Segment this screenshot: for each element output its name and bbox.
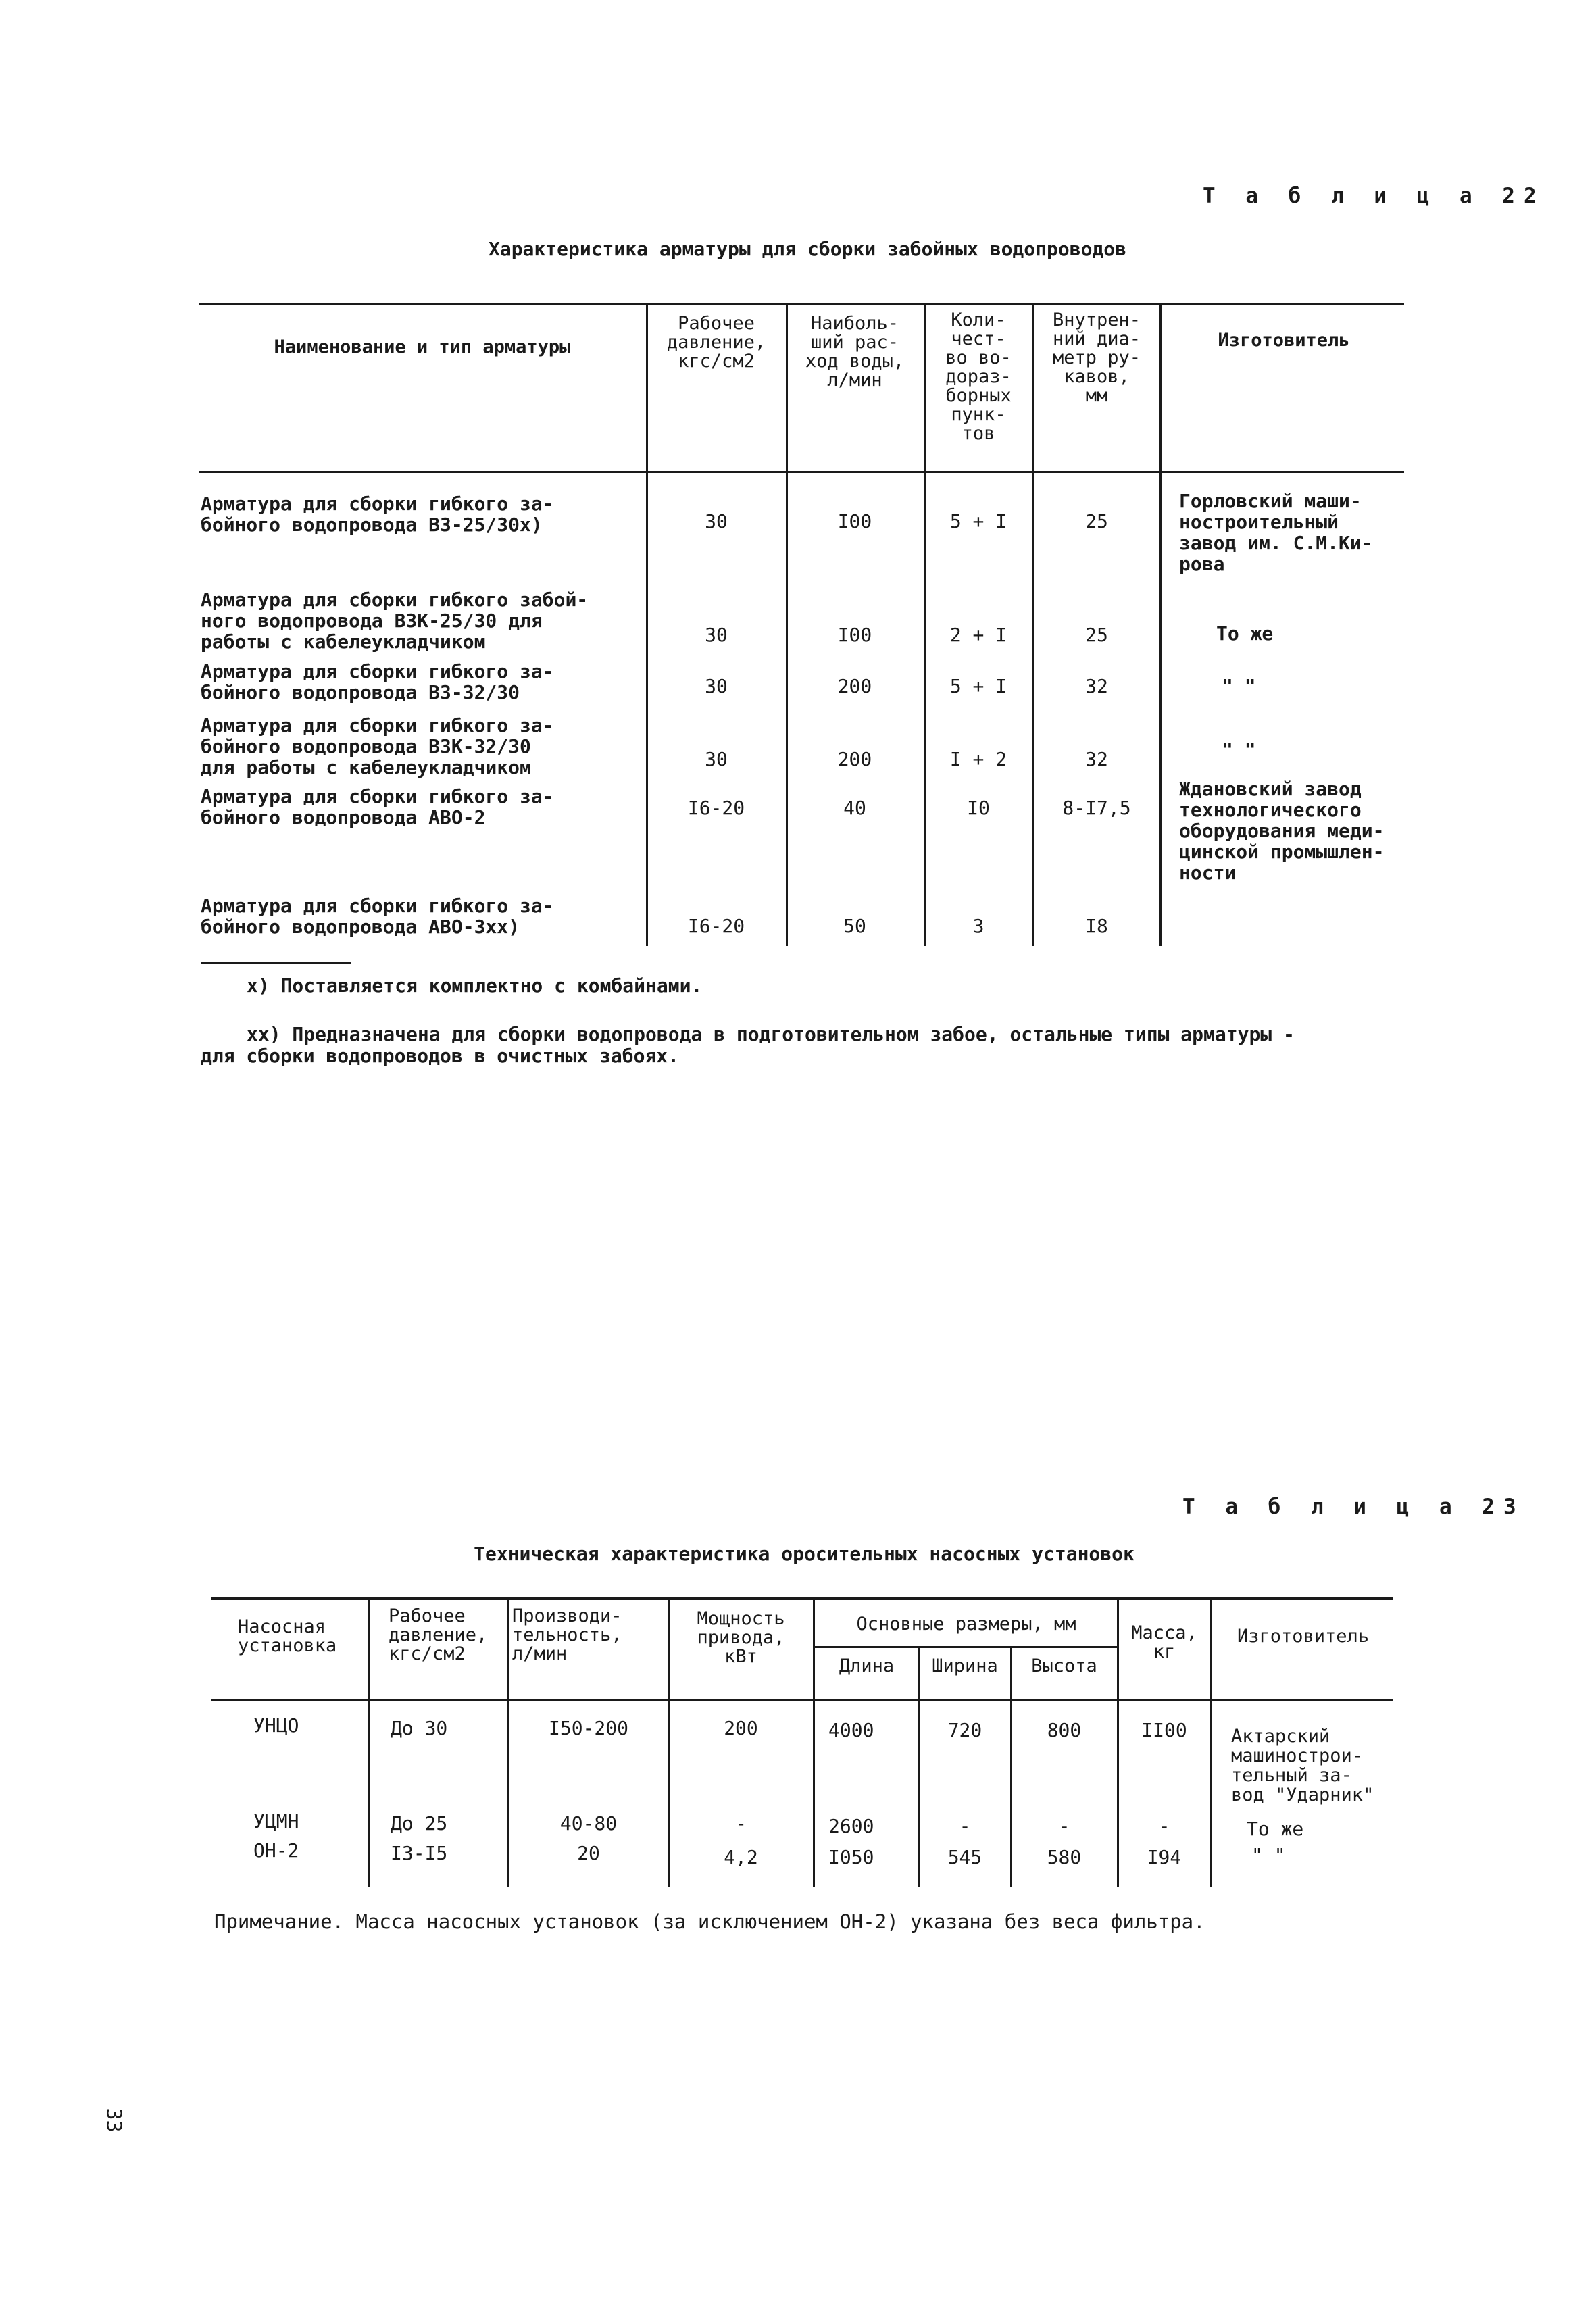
table-22-cell-name: Арматура для сборки гибкого за- бойного водопровода ВЗ-25/30х)	[201, 493, 554, 536]
table-22-cell-flow: I00	[837, 624, 872, 646]
table-22-footnote: хх) Предназначена для сборки водопровода в подготовительном забое, остальные типы арматуры - для сборки водопроводов в очистных забоях.	[201, 1023, 1295, 1067]
table-23-header-dims: Основные размеры, мм	[856, 1614, 1076, 1635]
table-22-cell-points: 5 + I	[949, 675, 1007, 697]
table-23-cell-length: 2600	[828, 1815, 874, 1837]
table-22-header-points: Коли- чест- во во- дораз- борных пунк- тов	[945, 309, 1012, 444]
table-23-header-length: Длина	[839, 1656, 895, 1676]
table-23-cell-unit: УЦМН	[253, 1810, 299, 1833]
table-22-cell-maker: Горловский маши- ностроительный завод им. С.М.Ки- рова	[1179, 490, 1373, 575]
table-22-cell-flow: 200	[837, 748, 872, 770]
table-22-cell-pressure: I6-20	[687, 797, 745, 819]
table-22-cell-points: I0	[967, 797, 990, 819]
table-23-header-height: Высота	[1031, 1656, 1097, 1676]
table-23-cell-length: I050	[828, 1846, 874, 1868]
table-22-cell-maker: " "	[1222, 739, 1256, 761]
table-22-header-flow: Наиболь- ший рас- ход воды, л/мин	[805, 313, 905, 391]
table-23-cell-power: 4,2	[724, 1846, 758, 1868]
table-22-cell-diameter: 25	[1085, 510, 1108, 532]
table-22-col-divider	[924, 304, 926, 946]
table-23-cell-pressure: До 25	[391, 1812, 448, 1835]
table-22-top-rule	[199, 303, 1404, 305]
footnote-rule	[201, 962, 351, 964]
table-23-cell-pressure: До 30	[391, 1717, 448, 1739]
table-22-header-maker: Изготовитель	[1218, 330, 1350, 351]
table-23-cell-unit: УНЦО	[253, 1714, 299, 1737]
table-22-cell-points: I + 2	[949, 748, 1007, 770]
table-22-cell-name: Арматура для сборки гибкого за- бойного водопровода ВЗК-32/30 для работы с кабелеукладчиком	[201, 714, 554, 778]
table-22-cell-name: Арматура для сборки гибкого за- бойного водопровода АВО-2	[201, 785, 554, 828]
table-22-cell-pressure: I6-20	[687, 915, 745, 937]
page-number: 33	[101, 2108, 126, 2133]
table-23-header-power: Мощность привода, кВт	[697, 1608, 785, 1667]
table-23-col-divider	[918, 1646, 920, 1887]
table-22-cell-pressure: 30	[705, 624, 728, 646]
table-22-title: Характеристика арматуры для сборки забойных водопроводов	[488, 238, 1126, 260]
table-23-cell-capacity: I50-200	[548, 1717, 628, 1739]
table-22-cell-pressure: 30	[705, 675, 728, 697]
table-23-cell-power: -	[735, 1812, 747, 1835]
table-22-number: Т а б л и ц а 22	[1203, 184, 1545, 208]
table-22-cell-maker: " "	[1222, 675, 1256, 697]
table-23-cell-maker: " "	[1251, 1844, 1286, 1866]
table-22-cell-diameter: 32	[1085, 748, 1108, 770]
table-22-col-divider	[786, 304, 788, 946]
table-22-cell-diameter: 32	[1085, 675, 1108, 697]
table-22-cell-flow: I00	[837, 510, 872, 532]
table-23-header-rule	[211, 1699, 1393, 1701]
table-22-cell-diameter: 25	[1085, 624, 1108, 646]
table-23-header-unit: Насосная установка	[238, 1616, 337, 1656]
table-23-col-divider	[1010, 1646, 1012, 1887]
table-23-cell-power: 200	[724, 1717, 758, 1739]
table-23-cell-mass: II00	[1141, 1719, 1187, 1741]
table-23-cell-width: -	[959, 1815, 971, 1837]
table-22-cell-pressure: 30	[705, 510, 728, 532]
table-22-cell-points: 3	[972, 915, 984, 937]
table-23-cell-capacity: 20	[577, 1842, 600, 1864]
table-23-col-divider	[1210, 1599, 1212, 1887]
table-22-cell-points: 5 + I	[949, 510, 1007, 532]
table-23-header-mass: Масса, кг	[1131, 1622, 1197, 1662]
table-23-cell-length: 4000	[828, 1719, 874, 1741]
table-23-note: Примечание. Масса насосных установок (за исключением ОН-2) указана без веса фильтра.	[214, 1910, 1205, 1933]
table-23-number: Т а б л и ц а 23	[1182, 1495, 1525, 1519]
table-22-col-divider	[1159, 304, 1162, 946]
table-22-col-divider	[646, 304, 648, 946]
table-22-cell-maker: Ждановский завод технологического оборудования меди- цинской промышлен- ности	[1179, 778, 1385, 884]
table-23-col-divider	[1117, 1599, 1119, 1887]
table-22-cell-pressure: 30	[705, 748, 728, 770]
table-23-col-divider	[507, 1599, 509, 1887]
table-23-cell-width: 720	[947, 1719, 982, 1741]
table-22-header-diameter: Внутрен- ний диа- метр ру- кавов, мм	[1052, 309, 1141, 406]
table-23-cell-pressure: I3-I5	[391, 1842, 448, 1864]
table-23-subheader-rule	[813, 1646, 1117, 1648]
table-22-cell-diameter: I8	[1085, 915, 1108, 937]
table-22-header-pressure: Рабочее давление, кгс/см2	[666, 313, 766, 372]
table-23-cell-capacity: 40-80	[559, 1812, 618, 1835]
table-23-col-divider	[368, 1599, 370, 1887]
table-22-cell-maker: То же	[1216, 622, 1274, 645]
table-23-header-pressure: Рабочее давление, кгс/см2	[389, 1605, 488, 1664]
table-23-cell-maker: Актарский машинострои- тельный за- вод "Ударник"	[1231, 1726, 1374, 1806]
table-22-cell-name: Арматура для сборки гибкого за- бойного водопровода ВЗ-32/30	[201, 660, 554, 703]
table-23-header-capacity: Производи- тельность, л/мин	[512, 1605, 622, 1664]
table-23-cell-width: 545	[947, 1846, 982, 1868]
table-23-header-maker: Изготовитель	[1237, 1626, 1370, 1647]
table-23-title: Техническая характеристика оросительных насосных установок	[474, 1543, 1134, 1565]
table-23-cell-height: 580	[1047, 1846, 1082, 1868]
table-22-cell-flow: 50	[843, 915, 866, 937]
table-23-cell-height: -	[1058, 1815, 1070, 1837]
table-22-col-divider	[1032, 304, 1034, 946]
table-22-header-rule	[199, 471, 1404, 473]
table-23-cell-height: 800	[1047, 1719, 1082, 1741]
table-23-cell-unit: ОН-2	[253, 1839, 299, 1862]
table-23-cell-mass: I94	[1147, 1846, 1182, 1868]
table-23-cell-maker: То же	[1247, 1818, 1304, 1840]
table-22-cell-flow: 200	[837, 675, 872, 697]
table-23-header-width: Ширина	[932, 1656, 998, 1676]
table-22-cell-diameter: 8-I7,5	[1062, 797, 1131, 819]
table-22-cell-points: 2 + I	[949, 624, 1007, 646]
table-23-col-divider	[813, 1599, 815, 1887]
table-23-col-divider	[668, 1599, 670, 1887]
table-23-cell-mass: -	[1158, 1815, 1170, 1837]
table-22-footnote: х) Поставляется комплектно с комбайнами.	[247, 974, 703, 997]
table-22-cell-name: Арматура для сборки гибкого забой- ного водопровода ВЗК-25/30 для работы с кабелеукладчиком	[201, 589, 589, 653]
table-23-top-rule	[211, 1597, 1393, 1600]
table-22-header-name: Наименование и тип арматуры	[274, 337, 571, 357]
table-22-cell-flow: 40	[843, 797, 866, 819]
table-22-cell-name: Арматура для сборки гибкого за- бойного водопровода АВО-3хх)	[201, 895, 554, 938]
